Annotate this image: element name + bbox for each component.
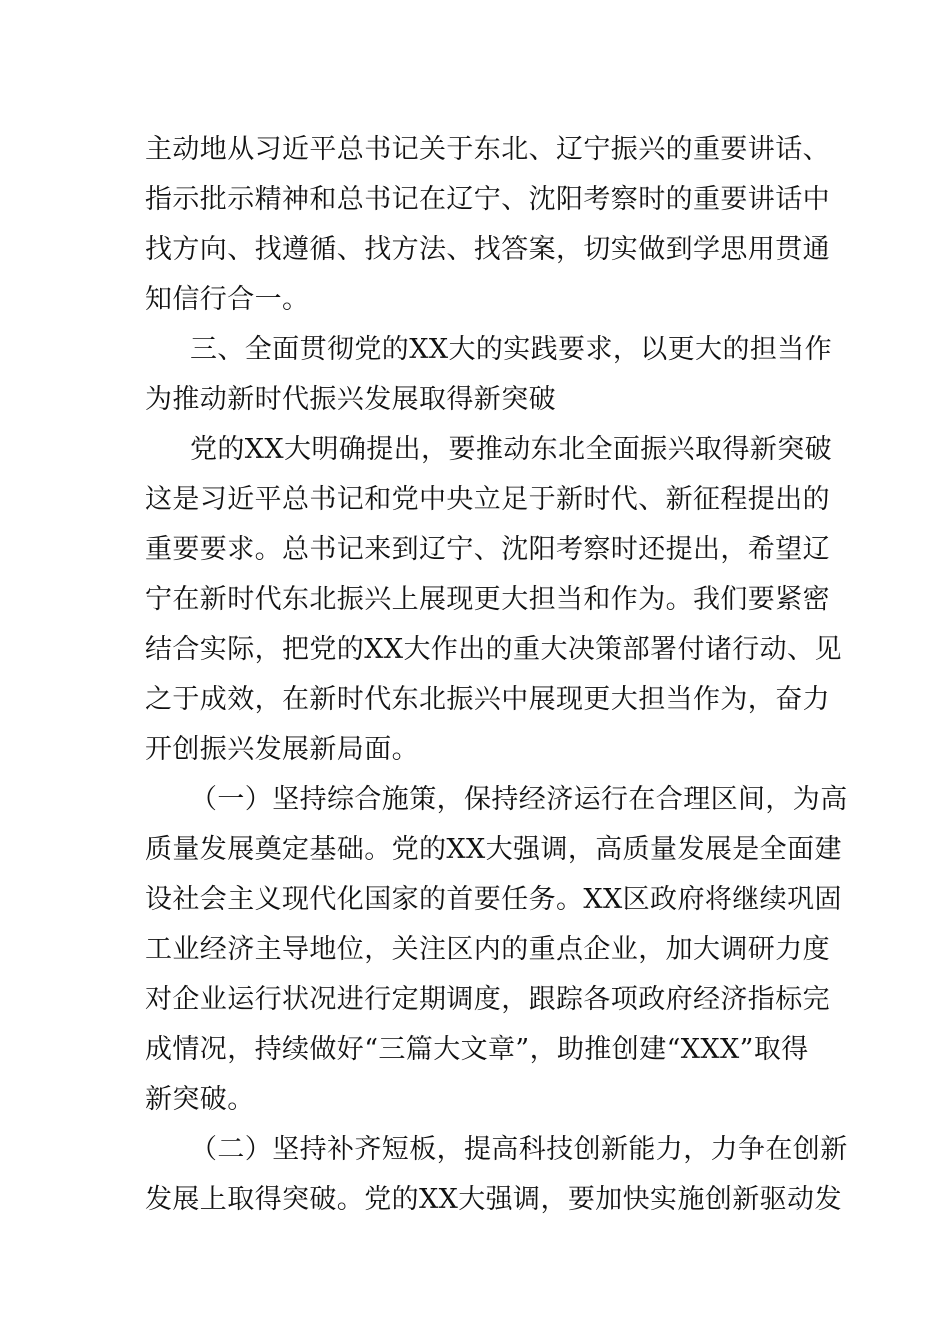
text-line: 找方向、找遵循、找方法、找答案，切实做到学思用贯通: [145, 234, 830, 265]
text-line: 对企业运行状况进行定期调度，跟踪各项政府经济指标完: [145, 984, 830, 1015]
section-heading: 三、全面贯彻党的XX大的实践要求，以更大的担当作: [190, 334, 833, 365]
subsection-heading: （二）坚持补齐短板，提高科技创新能力，力争在创新: [190, 1134, 848, 1165]
text-line: 设社会主义现代化国家的首要任务。XX区政府将继续巩固: [145, 884, 842, 915]
text-line: 新突破。: [145, 1084, 255, 1115]
text-line: 党的XX大明确提出，要推动东北全面振兴取得新突破: [190, 434, 833, 465]
section-heading: 为推动新时代振兴发展取得新突破: [145, 384, 556, 415]
text-line: 质量发展奠定基础。党的XX大强调，高质量发展是全面建: [145, 834, 842, 865]
text-line: 发展上取得突破。党的XX大强调，要加快实施创新驱动发: [145, 1184, 842, 1215]
text-line: 宁在新时代东北振兴上展现更大担当和作为。我们要紧密: [145, 584, 830, 615]
text-line: 工业经济主导地位，关注区内的重点企业，加大调研力度: [145, 934, 830, 965]
subsection-heading: （一）坚持综合施策，保持经济运行在合理区间，为高: [190, 784, 848, 815]
text-line: 开创振兴发展新局面。: [145, 734, 419, 765]
text-line: 指示批示精神和总书记在辽宁、沈阳考察时的重要讲话中: [145, 184, 830, 215]
text-line: 之于成效，在新时代东北振兴中展现更大担当作为，奋力: [145, 684, 830, 715]
text-line: 知信行合一。: [145, 284, 310, 315]
text-line: 成情况，持续做好“三篇大文章”，助推创建“XXX”取得: [145, 1034, 809, 1065]
text-line: 主动地从习近平总书记关于东北、辽宁振兴的重要讲话、: [145, 134, 830, 165]
text-line: 这是习近平总书记和党中央立足于新时代、新征程提出的: [145, 484, 830, 515]
text-line: 结合实际，把党的XX大作出的重大决策部署付诸行动、见: [145, 634, 842, 665]
text-line: 重要要求。总书记来到辽宁、沈阳考察时还提出，希望辽: [145, 534, 830, 565]
